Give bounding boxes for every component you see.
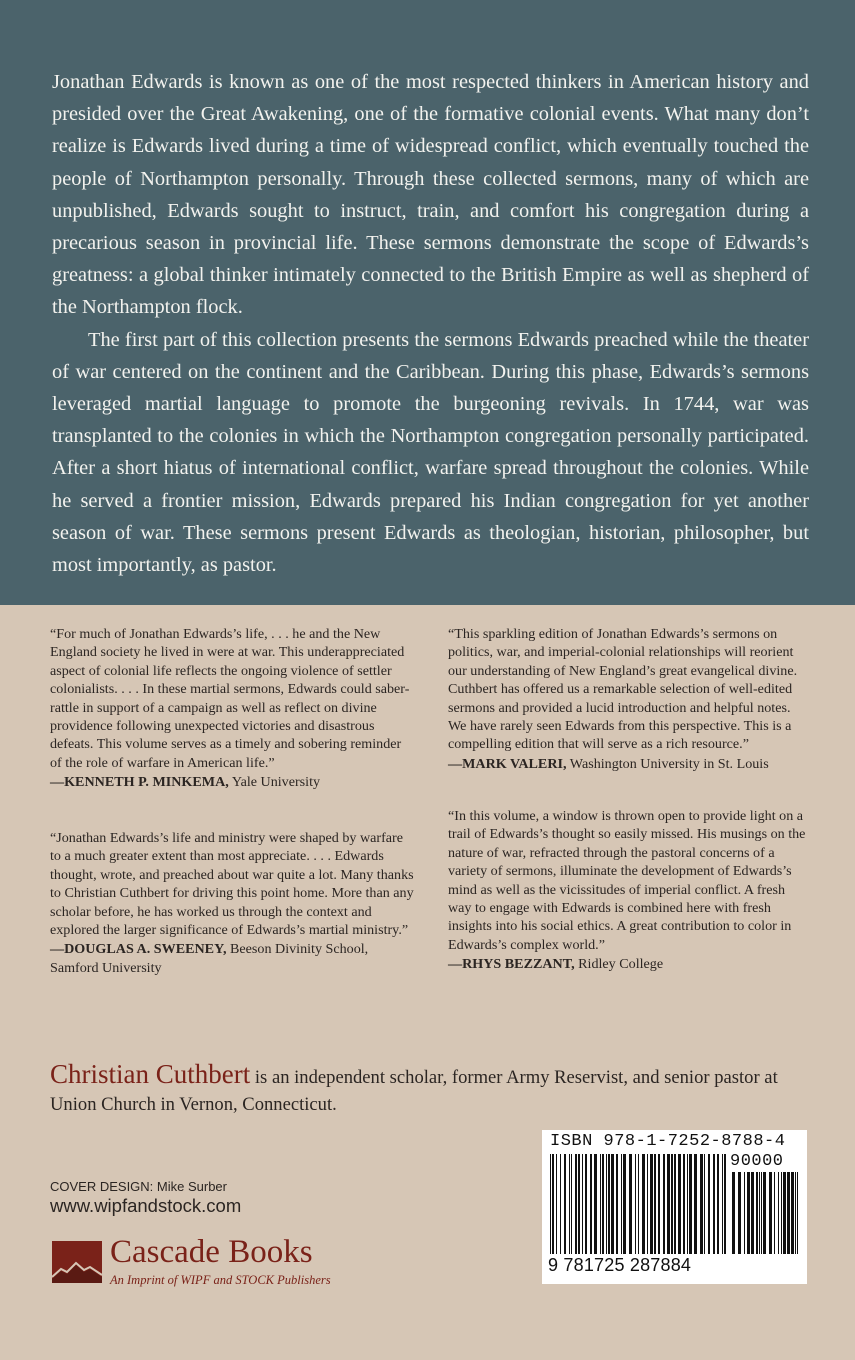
barcode-bar bbox=[600, 1154, 601, 1254]
endorsement-attribution bbox=[448, 955, 810, 973]
endorsement-quote: “For much of Jonathan Edwards’s life, . . . he and the New England society he lived in were at war. This underappreciated aspect of colonial life reflects the ongoing violence of settler colonialists. . . . In these martial sermons, Edwards could saber-rattle in support of a campaign as well as reflect on divine providence following unexpected victories and disastrous defeats. This volume serves as a timely and sobering reminder of the role of warfare in American life.” bbox=[50, 626, 410, 771]
barcode-bar bbox=[778, 1172, 779, 1254]
barcode-bar bbox=[724, 1154, 726, 1254]
barcode-bar bbox=[560, 1154, 561, 1254]
barcode-bar bbox=[747, 1172, 750, 1254]
barcode-bar bbox=[585, 1154, 587, 1254]
endorsement-attribution bbox=[448, 755, 810, 773]
barcode-bar bbox=[717, 1154, 719, 1254]
barcode-bar bbox=[564, 1154, 566, 1254]
publisher-brand: Cascade Books bbox=[110, 1234, 313, 1270]
barcode-bar bbox=[751, 1172, 754, 1254]
isbn-label: ISBN 978-1-7252-8788-4 bbox=[550, 1132, 786, 1151]
barcode-bar bbox=[689, 1154, 692, 1254]
barcode-bar bbox=[738, 1172, 741, 1254]
endorser-affiliation: Washington University in St. Louis bbox=[569, 755, 769, 772]
publisher-website: www.wipfandstock.com bbox=[50, 1195, 242, 1216]
barcode-bar bbox=[671, 1154, 673, 1254]
barcode-bar bbox=[552, 1154, 554, 1254]
endorser-affiliation: Yale University bbox=[231, 774, 321, 791]
barcode-bar bbox=[663, 1154, 665, 1254]
barcode-bar bbox=[590, 1154, 592, 1254]
endorsement-attribution bbox=[50, 773, 415, 791]
barcode-bar bbox=[763, 1172, 766, 1254]
description-paragraph-1: Jonathan Edwards is known as one of the most respected thinkers in American history and presided over the Great Awakening, one of the formative colonial events. What many don’t realize is Edwards lived during a time of widespread conflict, which eventually touched the people of Northampton personally. Through these collected sermons, many of which are unpublished, Edwards sought to instruct, train, and comfort his congregation during a precarious season in provincial life. These sermons demonstrate the scope of Edwards’s greatness: a global thinker intimately connected to the British Empire as well as shepherd of the Northampton flock. bbox=[52, 71, 809, 319]
endorser-name: —RHYS BEZZANT, bbox=[448, 956, 575, 973]
endorsement-sweeney bbox=[50, 829, 415, 977]
barcode-bar bbox=[647, 1154, 648, 1254]
endorser-name: —DOUGLAS A. SWEENEY, bbox=[50, 941, 227, 958]
barcode-bar bbox=[687, 1154, 688, 1254]
endorsement-quote: “Jonathan Edwards’s life and ministry were shaped by warfare to a much greater extent than most appreciate. . . . Edwards thought, wrote, and preached about war quite a lot. Many thanks to Christian Cuthbert for driving this point home. More than any scholar before, he has worked us through the context and explored the larger significance of Edwards’s martial ministry.” bbox=[50, 830, 414, 939]
barcode-bar bbox=[642, 1154, 645, 1254]
barcode-bar bbox=[769, 1172, 772, 1254]
barcode-bar bbox=[571, 1154, 572, 1254]
price-code: 90000 bbox=[730, 1152, 784, 1171]
barcode-bar bbox=[761, 1172, 762, 1254]
barcode-bar bbox=[783, 1172, 786, 1254]
barcode-bar bbox=[616, 1154, 618, 1254]
barcode-bar bbox=[550, 1154, 551, 1254]
barcode-bar bbox=[575, 1154, 577, 1254]
barcode-bar bbox=[654, 1154, 656, 1254]
author-bio bbox=[50, 1061, 810, 1118]
barcode-bar bbox=[678, 1154, 681, 1254]
author-name: Christian Cuthbert bbox=[50, 1059, 251, 1089]
barcode-bar bbox=[797, 1172, 798, 1254]
endorsement-attribution bbox=[50, 940, 415, 977]
publisher-logo bbox=[52, 1234, 372, 1295]
barcode-bar bbox=[582, 1154, 583, 1254]
barcode-bar bbox=[650, 1154, 653, 1254]
barcode-bar bbox=[713, 1154, 715, 1254]
barcode-bar bbox=[638, 1154, 639, 1254]
endorser-affiliation: Beeson Divinity School, Samford University bbox=[50, 941, 369, 976]
barcode-bar bbox=[732, 1172, 735, 1254]
endorsement-quote: “This sparkling edition of Jonathan Edwards’s sermons on politics, war, and imperial-colonial relationships will reorient our understanding of New England’s great evangelical divine. Cuthbert has offered us a remarkable selection of well-edited sermons and provided a lucid introduction and helpful notes. We have rarely seen Edwards from this perspective. This is a compelling edition that will serve as a rich resource.” bbox=[448, 626, 798, 753]
endorsement-bezzant bbox=[448, 807, 810, 974]
endorser-name: —KENNETH P. MINKEMA, bbox=[50, 774, 229, 791]
barcode-bar bbox=[611, 1154, 614, 1254]
price-barcode-bars bbox=[732, 1172, 798, 1254]
barcode-bar bbox=[795, 1172, 796, 1254]
barcode-bar bbox=[774, 1172, 775, 1254]
barcode-bar bbox=[629, 1154, 632, 1254]
description-panel bbox=[0, 0, 855, 605]
endorsement-quote: “In this volume, a window is thrown open to provide light on a trail of Edwards’s thought so easily missed. His musings on the nature of war, refracted through the pastoral concerns of a variety of sermons, illuminate the development of Edwards’s mind as well as the vicissitudes of imperial conflict. A fresh way to engage with Edwards is combined here with fresh insights into his social ethics. A great contribution to color in Edwards’s complex world.” bbox=[448, 808, 806, 953]
barcode-bar bbox=[683, 1154, 685, 1254]
isbn-barcode bbox=[542, 1130, 807, 1284]
barcode-bar bbox=[578, 1154, 580, 1254]
endorsement-valeri bbox=[448, 625, 810, 773]
barcode-bar bbox=[787, 1172, 790, 1254]
barcode-bar bbox=[594, 1154, 597, 1254]
endorsement-minkema bbox=[50, 625, 415, 792]
barcode-bar bbox=[674, 1154, 676, 1254]
barcode-bar bbox=[602, 1154, 604, 1254]
barcode-bar bbox=[700, 1154, 703, 1254]
barcode-bar bbox=[667, 1154, 670, 1254]
barcode-bars bbox=[550, 1154, 726, 1254]
publisher-tagline: An Imprint of WIPF and STOCK Publishers bbox=[110, 1273, 331, 1287]
barcode-bar bbox=[569, 1154, 570, 1254]
barcode-bar bbox=[756, 1172, 758, 1254]
barcode-digits: 9 781725 287884 bbox=[548, 1255, 692, 1275]
barcode-bar bbox=[606, 1154, 607, 1254]
barcode-bar bbox=[704, 1154, 705, 1254]
endorsements-panel bbox=[0, 605, 855, 1360]
mountain-logo-icon bbox=[52, 1241, 102, 1283]
barcode-bar bbox=[759, 1172, 760, 1254]
endorser-affiliation: Ridley College bbox=[578, 956, 664, 973]
barcode-bar bbox=[744, 1172, 745, 1254]
barcode-bar bbox=[635, 1154, 636, 1254]
book-description bbox=[52, 66, 809, 581]
barcode-bar bbox=[556, 1154, 557, 1254]
barcode-bar bbox=[694, 1154, 697, 1254]
endorser-name: —MARK VALERI, bbox=[448, 755, 567, 772]
barcode-bar bbox=[722, 1154, 723, 1254]
barcode-bar bbox=[623, 1154, 626, 1254]
barcode-bar bbox=[791, 1172, 794, 1254]
author-bio-text: is an independent scholar, former Army Reservist, and senior pastor at Union Church in Vernon, Connecticut. bbox=[50, 1067, 778, 1115]
cover-design-credit: COVER DESIGN: Mike Surber bbox=[50, 1179, 227, 1194]
barcode-bar bbox=[608, 1154, 610, 1254]
barcode-bar bbox=[621, 1154, 622, 1254]
barcode-bar bbox=[708, 1154, 710, 1254]
barcode-bar bbox=[781, 1172, 782, 1254]
description-paragraph-2: The first part of this collection presents the sermons Edwards preached while the theater of war centered on the continent and the Caribbean. During this phase, Edwards’s sermons leveraged martial language to promote the burgeoning revivals. In 1744, war was transplanted to the colonies in which the Northampton congregation personally participated. After a short hiatus of international conflict, warfare spread throughout the colonies. While he served a frontier mission, Edwards prepared his Indian congregation for yet another season of war. These sermons present Edwards as theologian, historian, philosopher, but most importantly, as pastor. bbox=[52, 328, 809, 577]
barcode-bar bbox=[658, 1154, 660, 1254]
